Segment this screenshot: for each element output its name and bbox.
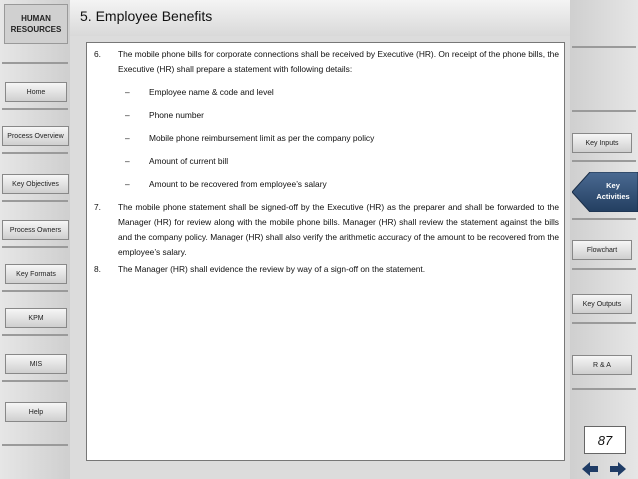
nav-divider xyxy=(2,108,68,110)
nav-process-owners-button[interactable]: Process Owners xyxy=(2,220,69,240)
nav-divider xyxy=(572,218,636,220)
nav-help-button[interactable]: Help xyxy=(5,402,67,422)
sub-dash: – xyxy=(125,133,130,143)
item-number: 6. xyxy=(94,49,101,59)
nav-divider xyxy=(572,268,636,270)
sub-text: Amount to be recovered from employee’s salary xyxy=(149,179,327,189)
page-title: 5. Employee Benefits xyxy=(80,8,213,24)
sub-dash: – xyxy=(125,110,130,120)
item-number: 7. xyxy=(94,202,101,212)
nav-process-overview-button[interactable]: Process Overview xyxy=(2,126,69,146)
nav-divider xyxy=(2,290,68,292)
item-number: 8. xyxy=(94,264,101,274)
nav-divider xyxy=(2,200,68,202)
nav-flowchart-button[interactable]: Flowchart xyxy=(572,240,632,260)
page-number: 87 xyxy=(584,426,626,454)
sub-text: Amount of current bill xyxy=(149,156,229,166)
nav-divider xyxy=(572,388,636,390)
nav-divider xyxy=(2,444,68,446)
nav-divider xyxy=(572,322,636,324)
nav-key-formats-button[interactable]: Key Formats xyxy=(5,264,67,284)
nav-ra-button[interactable]: R & A xyxy=(572,355,632,375)
nav-divider xyxy=(572,46,636,48)
brand-line-2: RESOURCES xyxy=(10,25,62,34)
nav-key-activities-tab[interactable] xyxy=(572,172,638,212)
nav-key-inputs-button[interactable]: Key Inputs xyxy=(572,133,632,153)
list-item xyxy=(94,262,559,278)
sub-text: Employee name & code and level xyxy=(149,87,274,97)
sub-dash: – xyxy=(125,87,130,97)
item-text: The Manager (HR) shall evidence the review by way of a sign-off on the statement. xyxy=(118,264,426,274)
nav-home-button[interactable]: Home xyxy=(5,82,67,102)
key-activities-line-2: Activities xyxy=(596,192,630,201)
nav-kpm-button[interactable]: KPM xyxy=(5,308,67,328)
nav-key-outputs-button[interactable]: Key Outputs xyxy=(572,294,632,314)
nav-divider xyxy=(2,246,68,248)
list-item xyxy=(94,47,559,79)
sub-text: Phone number xyxy=(149,110,204,120)
nav-divider xyxy=(572,110,636,112)
sub-dash: – xyxy=(125,179,130,189)
brand-logo xyxy=(4,4,68,44)
arrow-right-icon[interactable] xyxy=(608,461,628,477)
content-panel xyxy=(86,42,565,461)
nav-divider xyxy=(2,380,68,382)
sub-dash: – xyxy=(125,156,130,166)
brand-line-1: HUMAN xyxy=(21,14,51,23)
nav-divider xyxy=(2,152,68,154)
key-activities-line-1: Key xyxy=(606,181,620,190)
list-item xyxy=(94,200,559,262)
nav-divider xyxy=(2,62,68,64)
sub-text: Mobile phone reimbursement limit as per the company policy xyxy=(149,133,375,143)
nav-mis-button[interactable]: MIS xyxy=(5,354,67,374)
nav-divider xyxy=(572,160,636,162)
arrow-left-icon[interactable] xyxy=(580,461,600,477)
nav-key-objectives-button[interactable]: Key Objectives xyxy=(2,174,69,194)
item-text: The mobile phone bills for corporate connections shall be received by Executive (HR). On receipt of the phone bills, the Executive (HR) shall prepare a statement with following details: xyxy=(118,49,559,74)
nav-divider xyxy=(2,334,68,336)
item-text: The mobile phone statement shall be signed-off by the Executive (HR) as the preparer and shall be forwarded to the Manager (HR) for review along with the mobile phone bills. Manager (HR) shall review the statement against the bills and the company policy. Manager (HR) shall also verify the arithmetic accuracy of the amount to be recovered from the employee’s salary. xyxy=(118,202,559,257)
